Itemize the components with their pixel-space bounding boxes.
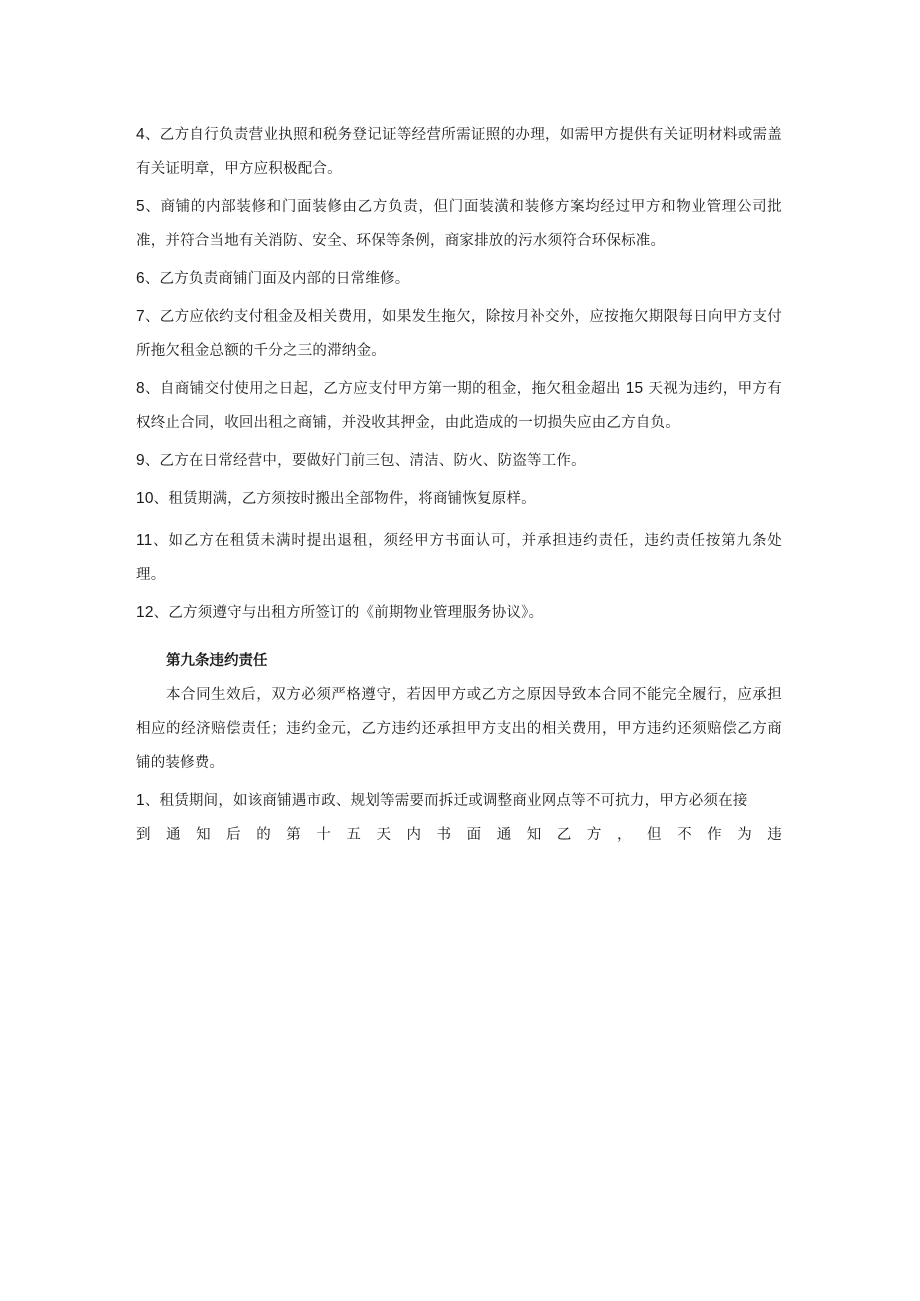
clause-separator: 、 bbox=[144, 271, 160, 287]
clause-number: 1 bbox=[136, 792, 145, 809]
clause-text: 天视为违约，甲方有权终止合同，收回出租之商铺，并没收其押金，由此造成的一切损失应由乙方自负。 bbox=[136, 381, 783, 431]
clause-inline-number: 15 bbox=[625, 380, 644, 397]
clause-text: 乙方负责商铺门面及内部的日常维修。 bbox=[159, 271, 410, 287]
section-item-1-line-1 bbox=[136, 784, 782, 818]
clause-text: 如乙方在租赁未满时提出退租，须经甲方书面认可，并承担违约责任，违约责任按第九条处理。 bbox=[136, 533, 783, 583]
section-item-1-line-2: 到通知后的第十五天内书面通知乙方，但不作为违 bbox=[136, 827, 782, 843]
clause-number: 6 bbox=[136, 270, 145, 287]
section-heading: 第九条违约责任 bbox=[166, 653, 268, 669]
clause-separator: 、 bbox=[144, 453, 160, 469]
clause-text: 自商铺交付使用之日起，乙方应支付甲方第一期的租金，拖欠租金超出 bbox=[159, 381, 626, 397]
clause-number: 7 bbox=[136, 308, 145, 325]
clause-item-12 bbox=[136, 596, 782, 630]
clause-separator: 、 bbox=[144, 309, 160, 325]
clause-number: 10 bbox=[136, 490, 154, 507]
clause-text: 租赁期满，乙方须按时搬出全部物件，将商铺恢复原样。 bbox=[168, 491, 536, 507]
clause-text: 租赁期间，如该商铺遇市政、规划等需要而拆迁或调整商业网点等不可抗力，甲方必须在接 bbox=[159, 793, 748, 809]
clause-text: 乙方须遵守与出租方所签订的《前期物业管理服务协议》。 bbox=[168, 605, 544, 621]
document-page bbox=[136, 118, 782, 852]
clause-number: 5 bbox=[136, 198, 145, 215]
clause-number: 9 bbox=[136, 452, 145, 469]
clause-text: 乙方在日常经营中，要做好门前三包、清洁、防火、防盗等工作。 bbox=[159, 453, 586, 469]
clause-number: 8 bbox=[136, 380, 145, 397]
clause-separator: 、 bbox=[152, 533, 169, 549]
clause-separator: 、 bbox=[144, 793, 160, 809]
section-intro: 本合同生效后，双方必须严格遵守，若因甲方或乙方之原因导致本合同不能完全履行，应承担相应的经济赔偿责任；违约金元，乙方违约还承担甲方支出的相关费用，甲方违约还须赔偿乙方商铺的装修费。 bbox=[136, 687, 782, 771]
clause-number: 4 bbox=[136, 126, 145, 143]
clause-item-10 bbox=[136, 482, 782, 516]
clause-text: 商铺的内部装修和门面装修由乙方负责，但门面装潢和装修方案均经过甲方和物业管理公司批准，并符合当地有关消防、安全、环保等条例，商家排放的污水须符合环保标准。 bbox=[136, 199, 783, 249]
clause-item-7 bbox=[136, 300, 782, 368]
clause-item-9 bbox=[136, 444, 782, 478]
clause-item-5 bbox=[136, 190, 782, 258]
clause-item-4 bbox=[136, 118, 782, 186]
clause-number: 12 bbox=[136, 604, 154, 621]
clause-number: 11 bbox=[136, 532, 153, 549]
clause-item-11 bbox=[136, 524, 782, 592]
clause-separator: 、 bbox=[144, 381, 160, 397]
clause-separator: 、 bbox=[144, 199, 161, 215]
clause-item-8 bbox=[136, 372, 782, 440]
clause-text: 乙方自行负责营业执照和税务登记证等经营所需证照的办理，如需甲方提供有关证明材料或需盖有关证明章，甲方应积极配合。 bbox=[136, 127, 782, 177]
clause-separator: 、 bbox=[153, 605, 169, 621]
clause-text: 乙方应依约支付租金及相关费用，如果发生拖欠，除按月补交外，应按拖欠期限每日向甲方支付所拖欠租金总额的千分之三的滞纳金。 bbox=[136, 309, 782, 359]
clause-item-6 bbox=[136, 262, 782, 296]
clause-separator: 、 bbox=[144, 127, 160, 143]
clause-separator: 、 bbox=[153, 491, 169, 507]
